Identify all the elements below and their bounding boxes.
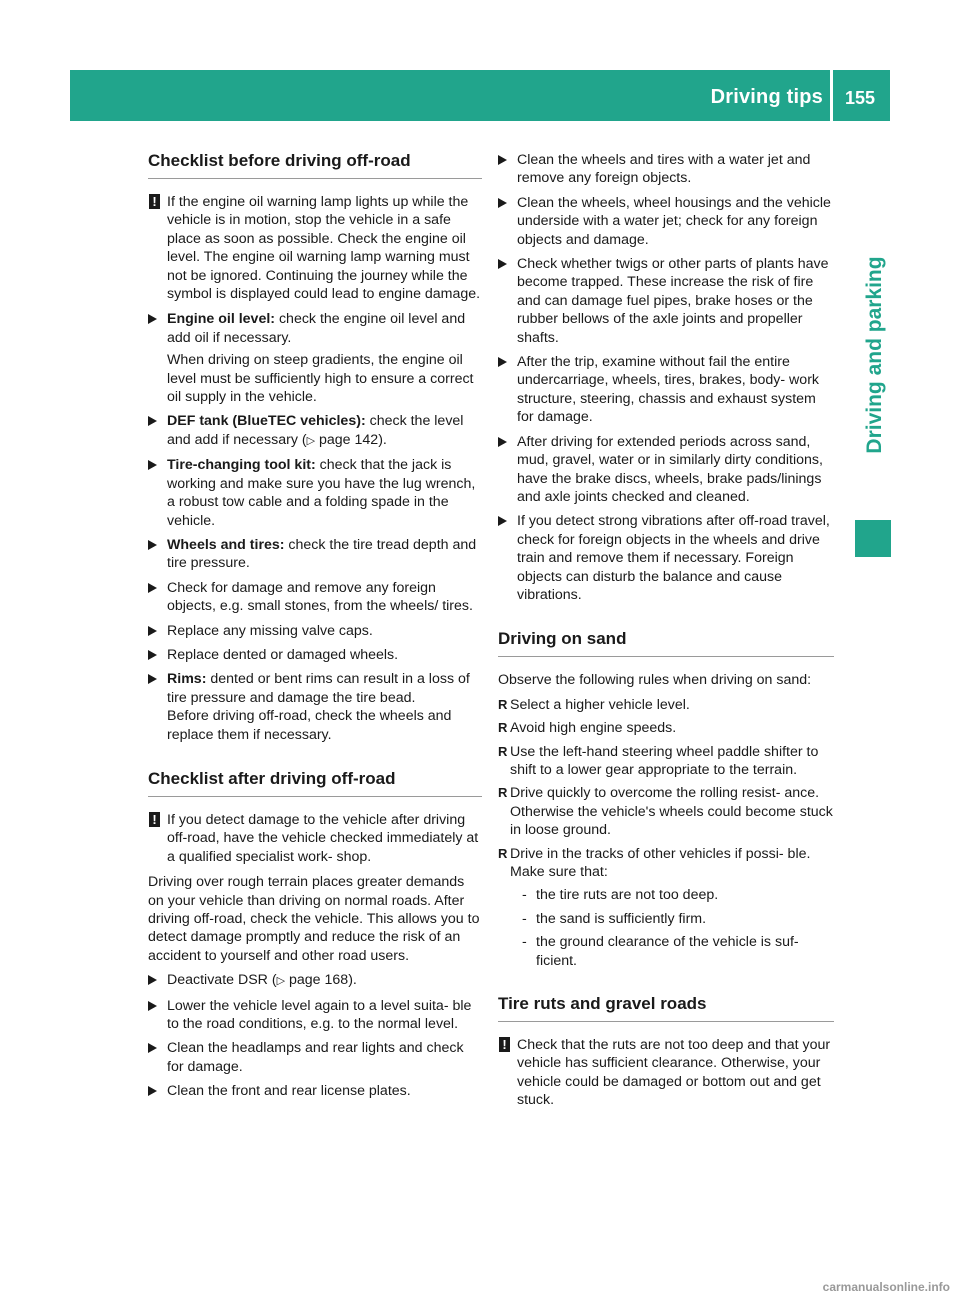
arrow-icon	[498, 155, 507, 165]
bullet-icon: R	[498, 743, 508, 759]
arrow-icon	[148, 674, 157, 684]
step-note: Before driving off-road, check the wheels and replace them if necessary.	[167, 708, 452, 743]
step-item: If you detect strong vibrations after off-road travel, check for foreign objects in the wheels and drive train and remove them if necessary. Foreign objects can disturb the balance and cause vibrations.	[498, 512, 834, 604]
arrow-icon	[148, 583, 157, 593]
sub-list-item: - the ground clearance of the vehicle is suf- ficient.	[522, 934, 799, 969]
arrow-icon	[148, 650, 157, 660]
header-divider	[830, 70, 833, 121]
right-column	[498, 151, 834, 1117]
arrow-icon	[148, 1001, 157, 1011]
list-item: R Use the left-hand steering wheel paddle shifter to shift to a lower gear appropriate to the terrain.	[498, 743, 819, 778]
section-divider	[498, 1021, 834, 1022]
section-divider	[148, 796, 482, 797]
section-title-after-offroad: Checklist after driving off-road	[148, 768, 396, 788]
list-item: R Select a higher vehicle level.	[498, 696, 690, 713]
page-reference-icon: ▷	[276, 975, 286, 988]
bullet-icon: R	[498, 785, 508, 801]
section-title-before-offroad: Checklist before driving off-road	[148, 151, 411, 170]
arrow-icon	[498, 198, 507, 208]
section-divider	[148, 178, 482, 179]
step-item: Clean the front and rear license plates.	[148, 1082, 482, 1100]
arrow-icon	[148, 540, 157, 550]
step-item: DEF tank (BlueTEC vehicles): check the level and add if necessary (▷ page 142).	[148, 412, 482, 450]
arrow-icon	[498, 259, 507, 269]
warning-icon: !	[149, 194, 160, 209]
warning-icon: !	[149, 812, 160, 827]
step-item: Clean the wheels and tires with a water jet and remove any foreign objects.	[498, 151, 834, 188]
step-note: When driving on steep gradients, the engine oil level must be sufficiently high to ensure a correct oil supply in the vehicle.	[167, 352, 474, 406]
arrow-icon	[498, 437, 507, 447]
sub-list-item: - the tire ruts are not too deep.	[522, 887, 719, 904]
arrow-icon	[148, 416, 157, 426]
step-item: Wheels and tires: check the tire tread depth and tire pressure.	[148, 536, 482, 573]
step-item: Engine oil level: check the engine oil level and add oil if necessary. When driving on steep gradients, the engine oil level must be sufficiently high to ensure a correct oil supply in the vehicle.	[148, 310, 482, 406]
dash-icon: -	[522, 934, 527, 951]
arrow-icon	[148, 1086, 157, 1096]
step-item: Deactivate DSR (▷ page 168).	[148, 971, 482, 990]
page-section-title: Driving tips	[710, 86, 823, 108]
bullet-icon: R	[498, 845, 508, 861]
step-item: Replace dented or damaged wheels.	[148, 646, 482, 664]
step-item: Clean the wheels, wheel housings and the vehicle underside with a water jet; check for any foreign objects and damage.	[498, 194, 834, 249]
step-item: Clean the headlamps and rear lights and check for damage.	[148, 1039, 482, 1076]
dash-icon: -	[522, 887, 527, 904]
body-paragraph: Observe the following rules when driving on sand:	[498, 672, 812, 689]
left-column	[148, 150, 482, 1107]
list-item: R Drive in the tracks of other vehicles if possi- ble. Make sure that:	[498, 845, 811, 880]
page-reference-link[interactable]: page 168).	[289, 972, 357, 989]
step-item: Replace any missing valve caps.	[148, 622, 482, 640]
body-paragraph: Driving over rough terrain places greater demands on your vehicle than driving on normal roads. After driving off-road, check the vehicle. This allows you to detect damage promptly and reduce the risk of an accident to yourself and other road users.	[148, 874, 480, 964]
arrow-icon	[148, 626, 157, 636]
bullet-icon: R	[498, 696, 508, 712]
step-item: Tire-changing tool kit: check that the jack is working and make sure you have the lug wrench, a robust tow cable and a folding spade in the vehicle.	[148, 456, 482, 530]
arrow-icon	[498, 516, 507, 526]
page-number: 155	[844, 88, 876, 108]
step-item: Rims: dented or bent rims can result in a loss of tire pressure and damage the tire bead. Before driving off-road, check the wheels and replace them if necessary.	[148, 670, 482, 744]
step-item: After driving for extended periods across sand, mud, gravel, water or in similarly dirty conditions, have the brake discs, wheels, brake pads/linings and axle joints checked and cleaned.	[498, 433, 834, 507]
watermark: carmanualsonline.info	[822, 1280, 950, 1294]
chapter-marker	[855, 520, 891, 557]
arrow-icon	[498, 357, 507, 367]
warning-note: ! Check that the ruts are not too deep and that your vehicle has sufficient clearance. Otherwise, your vehicle could be damaged or bottom out and get stuck.	[498, 1036, 834, 1110]
arrow-icon	[148, 314, 157, 324]
section-title-tire-ruts: Tire ruts and gravel roads	[498, 994, 707, 1014]
warning-icon: !	[499, 1037, 510, 1052]
list-item: R Drive quickly to overcome the rolling resist- ance. Otherwise the vehicle's wheels could become stuck in loose ground.	[498, 785, 833, 839]
section-title-driving-on-sand: Driving on sand	[498, 629, 627, 649]
warning-note: ! If you detect damage to the vehicle after driving off-road, have the vehicle checked immediately at a qualified specialist work- shop.	[148, 811, 482, 866]
step-item: After the trip, examine without fail the entire undercarriage, wheels, tires, brakes, body- work structure, steering, chassis and exhaust system for damage.	[498, 353, 834, 427]
sub-list-item: - the sand is sufficiently firm.	[522, 910, 707, 927]
section-divider	[498, 656, 834, 657]
step-item: Lower the vehicle level again to a level suita- ble to the road conditions, e.g. to the normal level.	[148, 997, 482, 1034]
chapter-side-tab-label: Driving and parking	[863, 256, 886, 454]
warning-note: ! If the engine oil warning lamp lights up while the vehicle is in motion, stop the vehicle in a safe place as soon as possible. Check the engine oil level. The engine oil warning lamp warning must not be ignored. Continuing the journey while the symbol is displayed could lead to engine damage.	[148, 193, 482, 303]
arrow-icon	[148, 1043, 157, 1053]
bullet-icon: R	[498, 720, 508, 736]
step-item: Check for damage and remove any foreign objects, e.g. small stones, from the wheels/ tires.	[148, 579, 482, 616]
page-reference-icon: ▷	[306, 434, 316, 447]
chapter-side-tab	[855, 200, 895, 510]
list-item: R Avoid high engine speeds.	[498, 720, 677, 737]
step-item: Check whether twigs or other parts of plants have become trapped. These increase the risk of fire and can damage fuel pipes, brake hoses or the rubber bellows of the axle joints and propeller shafts.	[498, 255, 834, 347]
dash-icon: -	[522, 910, 527, 927]
arrow-icon	[148, 460, 157, 470]
page-reference-link[interactable]: page 142).	[319, 431, 387, 448]
arrow-icon	[148, 975, 157, 985]
